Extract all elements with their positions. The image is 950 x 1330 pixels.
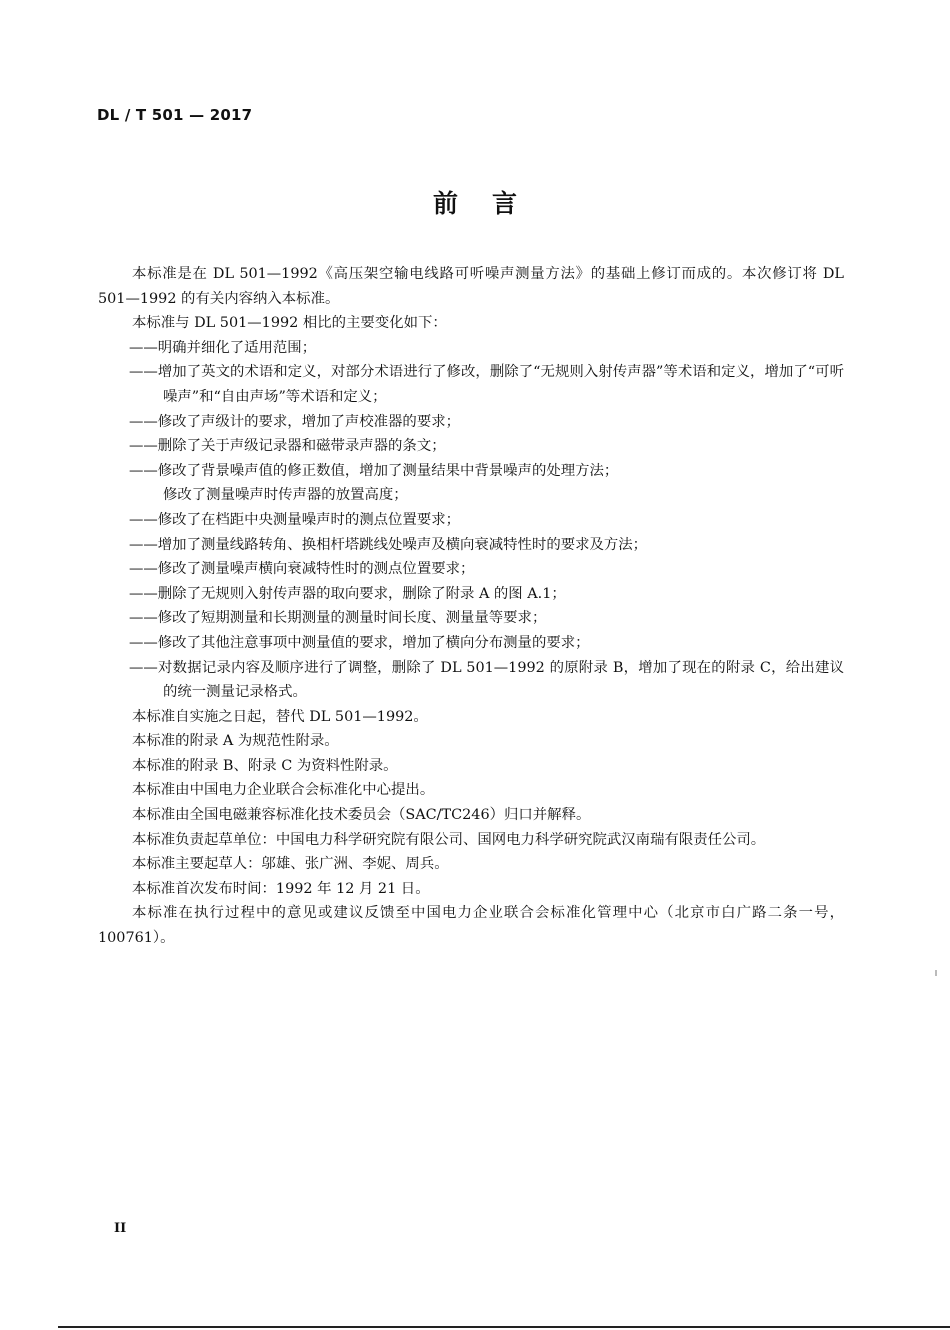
intro-paragraph: 本标准是在 DL 501—1992《高压架空输电线路可听噪声测量方法》的基础上修订而成的。本次修订将 DL 501—1992 的有关内容纳入本标准。: [98, 266, 844, 307]
drafting-units-paragraph: 本标准负责起草单位：中国电力科学研究院有限公司、国网电力科学研究院武汉南瑞有限责任公司。: [132, 831, 766, 848]
changes-intro: 本标准与 DL 501—1992 相比的主要变化如下：: [132, 315, 447, 332]
change-item: ——修改了其他注意事项中测量值的要求，增加了横向分布测量的要求；: [129, 634, 590, 651]
page-title: 前言: [432, 189, 551, 218]
informative-annex-paragraph: 本标准的附录 B、附录 C 为资料性附录。: [132, 757, 398, 774]
normative-annex-paragraph: 本标准的附录 A 为规范性附录。: [132, 733, 339, 750]
first-release-paragraph: 本标准首次发布时间：1992 年 12 月 21 日。: [132, 880, 430, 897]
change-item: ——修改了测量噪声横向衰减特性时的测点位置要求；: [129, 561, 475, 578]
change-item: ——修改了声级计的要求，增加了声校准器的要求；: [129, 413, 460, 430]
change-item: ——明确并细化了适用范围；: [129, 339, 317, 356]
page-edge-line: [58, 1326, 950, 1328]
change-item: ——修改了短期测量和长期测量的测量时间长度、测量量等要求；: [129, 610, 547, 627]
change-item: ——增加了英文的术语和定义，对部分术语进行了修改，删除了“无规则入射传声器”等术语和定义，增加了“可听噪声”和“自由声场”等术语和定义；: [129, 364, 844, 405]
change-item: ——删除了无规则入射传声器的取向要求，删除了附录 A 的图 A.1；: [129, 585, 566, 602]
committee-paragraph: 本标准由全国电磁兼容标准化技术委员会（SAC/TC246）归口并解释。: [132, 807, 591, 824]
replacement-paragraph: 本标准自实施之日起，替代 DL 501—1992。: [132, 708, 428, 725]
proposer-paragraph: 本标准由中国电力企业联合会标准化中心提出。: [132, 782, 435, 799]
change-item: ——对数据记录内容及顺序进行了调整，删除了 DL 501—1992 的原附录 B，增加了现在的附录 C，给出建议的统一测量记录格式。: [129, 659, 844, 701]
change-item: ——修改了在档距中央测量噪声时的测点位置要求；: [129, 511, 460, 528]
drafters-paragraph: 本标准主要起草人：邬雄、张广洲、李妮、周兵。: [132, 856, 449, 873]
document-code: DL / T 501 — 2017: [97, 106, 253, 124]
change-item: ——删除了关于声级记录器和磁带录声器的条文；: [129, 438, 446, 455]
change-item: ——增加了测量线路转角、换相杆塔跳线处噪声及横向衰减特性时的要求及方法；: [129, 536, 648, 553]
page-number: II: [114, 1221, 127, 1236]
feedback-paragraph: 本标准在执行过程中的意见或建议反馈至中国电力企业联合会标准化管理中心（北京市白广路二条一号，100761）。: [98, 905, 844, 947]
scan-mark: [935, 970, 937, 976]
foreword-body: [98, 262, 844, 951]
change-item: ——修改了背景噪声值的修正数值，增加了测量结果中背景噪声的处理方法；: [129, 462, 619, 479]
change-item-continuation: 修改了测量噪声时传声器的放置高度；: [163, 487, 408, 504]
